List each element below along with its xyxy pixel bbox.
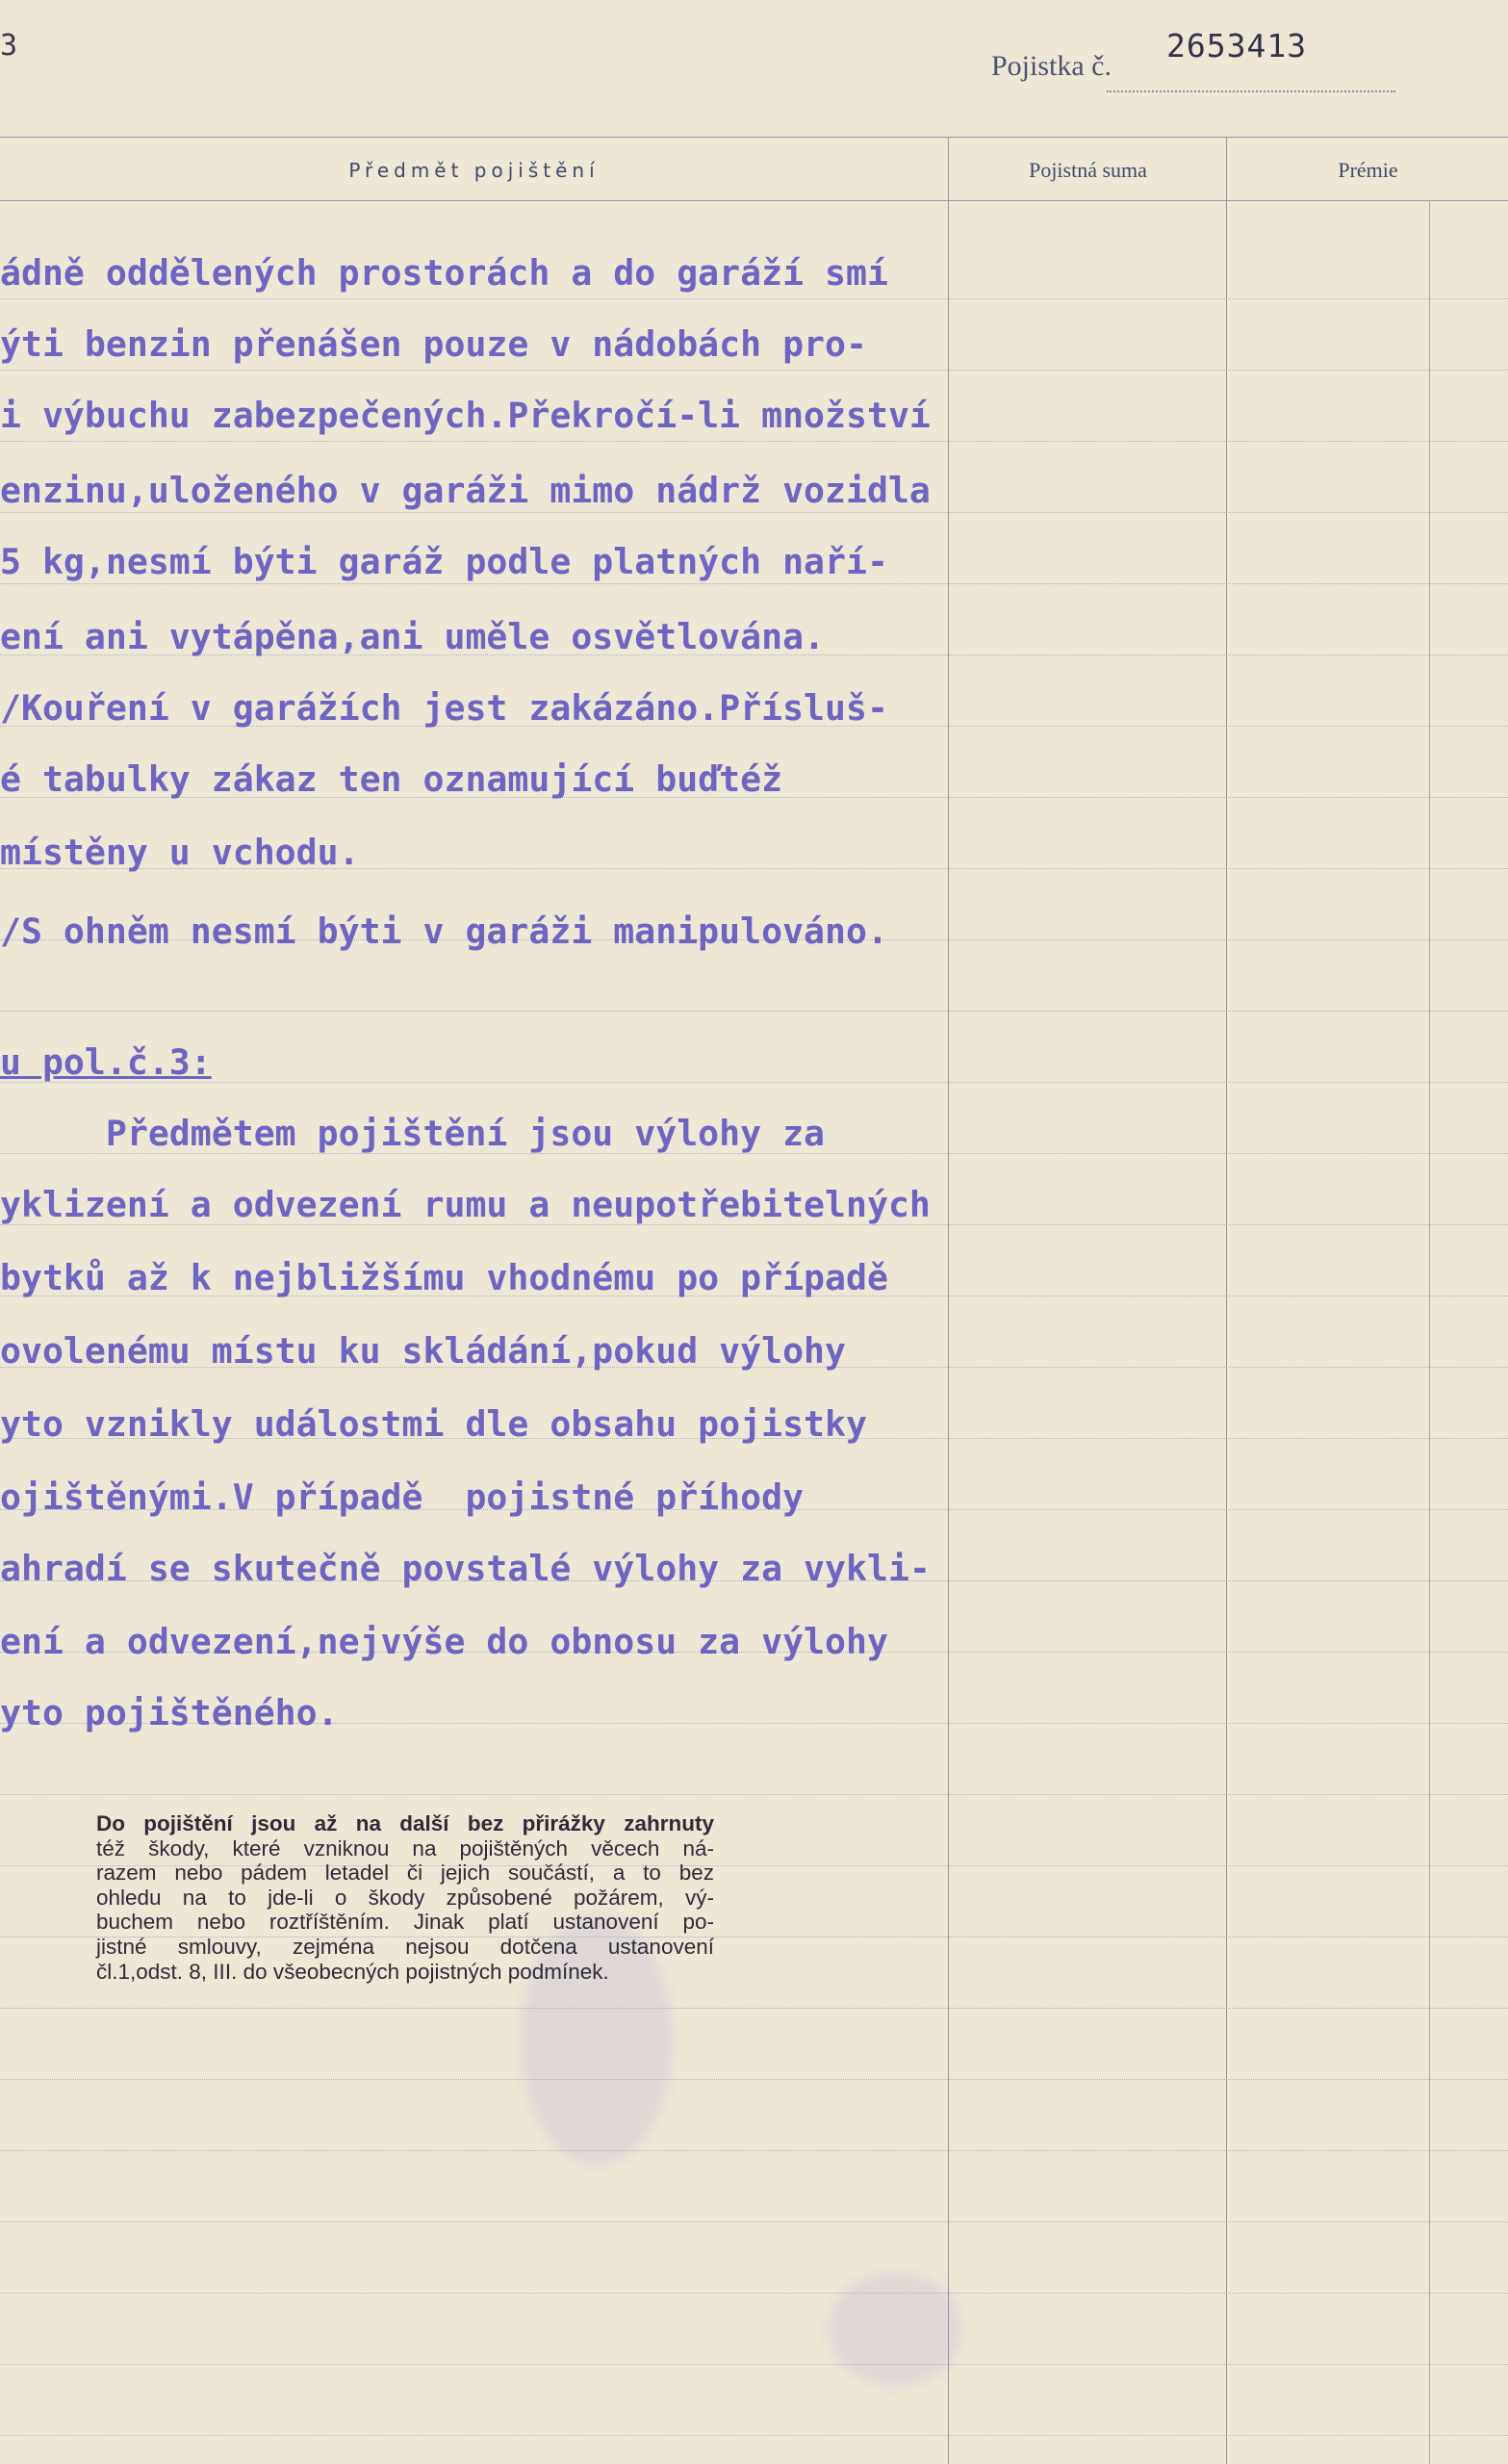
typed-line: /Kouření v garážích jest zakázáno.Přísluš- bbox=[0, 687, 888, 729]
typed-line: Předmětem pojištění jsou výlohy za bbox=[0, 1113, 826, 1154]
typed-line: bytků až k nejbližšímu vhodnému po případě bbox=[0, 1257, 888, 1298]
stamp-line: razem nebo pádem letadel či jejich součástí, a to bez bbox=[96, 1861, 714, 1886]
ruled-line bbox=[0, 2364, 1508, 2365]
typed-line: é tabulky zákaz ten oznamující buďtéž bbox=[0, 758, 783, 800]
ruled-line bbox=[0, 2221, 1508, 2222]
typed-line: místěny u vchodu. bbox=[0, 832, 360, 873]
page-number: 3 bbox=[0, 29, 18, 63]
ruled-line bbox=[0, 2435, 1508, 2436]
typed-line: ovolenému místu ku skládání,pokud výlohy bbox=[0, 1330, 846, 1372]
typed-line: ení a odvezení,nejvýše do obnosu za výlohy bbox=[0, 1621, 888, 1662]
typed-line: i výbuchu zabezpečených.Překročí-li množství bbox=[0, 395, 931, 436]
column-divider bbox=[1226, 137, 1227, 2464]
typed-line: yto pojištěného. bbox=[0, 1692, 339, 1733]
column-header-sum: Pojistná suma bbox=[1029, 158, 1147, 182]
header-bottom-rule bbox=[0, 200, 1508, 201]
column-header-premium: Prémie bbox=[1338, 158, 1398, 182]
ruled-line bbox=[0, 512, 1508, 513]
typed-line: ojištěnými.V případě pojistné příhody bbox=[0, 1476, 805, 1518]
ruled-line bbox=[0, 2150, 1508, 2151]
stamp-line: též škody, které vzniknou na pojištěných věcech ná- bbox=[96, 1835, 714, 1861]
policy-number: 2653413 bbox=[1166, 27, 1308, 64]
typed-line: /S ohněm nesmí býti v garáži manipulováno. bbox=[0, 911, 888, 952]
typed-line: yto vznikly událostmi dle obsahu pojistky bbox=[0, 1403, 867, 1445]
ruled-line bbox=[0, 583, 1508, 584]
ruled-line bbox=[0, 1082, 1508, 1083]
section-heading-pol-3: u pol.č.3: bbox=[0, 1041, 212, 1083]
stamp-line: Do pojištění jsou až na další bez přirážky zahrnuty bbox=[96, 1811, 714, 1835]
typed-line: ýti benzin přenášen pouze v nádobách pro- bbox=[0, 323, 867, 365]
ruled-line bbox=[0, 370, 1508, 371]
ruled-line bbox=[0, 2008, 1508, 2009]
printed-clause-stamp bbox=[96, 1811, 714, 1984]
column-header-subject: Předmět pojištění bbox=[348, 159, 600, 182]
ruled-line bbox=[0, 1011, 1508, 1012]
typed-line: ahradí se skutečně povstalé výlohy za vykli- bbox=[0, 1548, 931, 1589]
stamp-line: jistné smlouvy, zejména nejsou dotčena ustanovení bbox=[96, 1934, 714, 1959]
ruled-line bbox=[0, 441, 1508, 442]
policy-label: Pojistka č. bbox=[991, 50, 1112, 82]
typed-line: ení ani vytápěna,ani uměle osvětlována. bbox=[0, 616, 826, 657]
header-top-rule bbox=[0, 137, 1508, 138]
policy-number-underline bbox=[1107, 90, 1395, 92]
typed-line: 5 kg,nesmí býti garáž podle platných naří- bbox=[0, 541, 888, 582]
stamp-line: čl.1,odst. 8, III. do všeobecných pojistných podmínek. bbox=[96, 1959, 609, 1984]
stamp-line: buchem nebo roztříštěním. Jinak platí ustanovení po- bbox=[96, 1910, 714, 1935]
ruled-line bbox=[0, 2079, 1508, 2080]
ruled-line bbox=[0, 1794, 1508, 1795]
column-divider bbox=[948, 137, 949, 2464]
ink-smudge bbox=[828, 2272, 962, 2387]
stamp-line: ohledu na to jde-li o škody způsobené požárem, vý- bbox=[96, 1885, 714, 1910]
column-divider bbox=[1429, 200, 1430, 2464]
ruled-line bbox=[0, 2293, 1508, 2294]
ruled-line bbox=[0, 298, 1508, 299]
typed-line: enzinu,uloženého v garáži mimo nádrž vozidla bbox=[0, 470, 931, 511]
typed-line: ádně oddělených prostorách a do garáží smí bbox=[0, 252, 888, 294]
typed-line: yklizení a odvezení rumu a neupotřebitelných bbox=[0, 1184, 931, 1225]
